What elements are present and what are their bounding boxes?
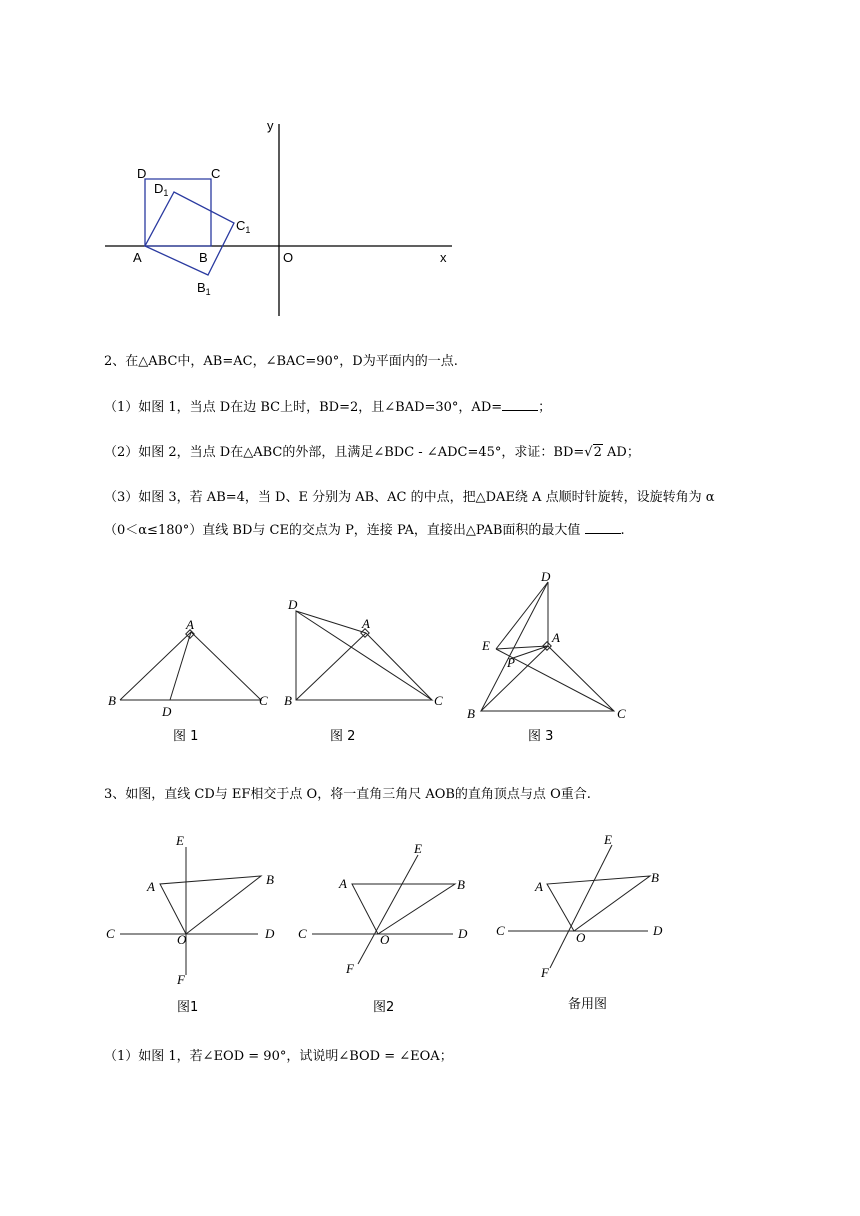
problem3-figures xyxy=(0,825,860,1025)
problem2-stem: 2、在△ABC中，AB=AC，∠BAC=90°，D为平面内的一点. xyxy=(104,354,458,369)
p3-fig3-caption: 备用图 xyxy=(568,997,608,1012)
p3f1-label-d: D xyxy=(265,926,275,941)
p3f3-label-a: A xyxy=(535,879,543,894)
fig3-label-p: P xyxy=(507,655,515,670)
p3f1-label-a: A xyxy=(147,879,155,894)
fig2-label-b: B xyxy=(284,693,292,708)
p3f3-label-f: F xyxy=(541,965,549,980)
p3f1-label-f: F xyxy=(177,972,185,987)
label-x: x xyxy=(440,250,447,265)
label-o: O xyxy=(283,250,294,265)
p3-fig3 xyxy=(508,845,650,968)
label-y: y xyxy=(267,118,274,133)
fig1-label-a: A xyxy=(186,617,194,632)
q3-text: （0＜α≤180°）直线 BD与 CE的交点为 P，连接 PA，直接出△PAB面积的最大值 xyxy=(104,523,581,538)
fig1-caption: 图 1 xyxy=(173,729,199,744)
sqrt-symbol: √2 xyxy=(584,445,602,460)
fig3-label-e: E xyxy=(482,638,490,653)
p3f2-label-c: C xyxy=(298,926,307,941)
p3f2-label-d: D xyxy=(458,926,468,941)
coordinate-figure xyxy=(0,0,860,330)
problem2-q1 xyxy=(104,398,551,417)
p3-fig1 xyxy=(120,847,261,975)
square-ab1c1d1 xyxy=(145,192,234,275)
q3-period: . xyxy=(620,523,625,538)
fig1-label-c: C xyxy=(259,693,268,708)
p3f3-label-o: O xyxy=(576,930,586,945)
q2-text: （2）如图 2，当点 D在△ABC的外部，且满足∠BDC - ∠ADC=45°，求证：BD= xyxy=(104,445,585,460)
q1-text: （1）如图 1，当点 D在边 BC上时，BD=2，且∠BAD=30°，AD= xyxy=(104,400,503,415)
p3f3-label-c: C xyxy=(496,923,505,938)
problem2-q2 xyxy=(104,444,640,462)
p3f3-label-e: E xyxy=(604,832,612,847)
fig2-label-a: A xyxy=(362,616,370,631)
p3-fig2-caption: 图2 xyxy=(373,1000,395,1015)
p3f2-label-o: O xyxy=(380,932,390,947)
answer-blank-1 xyxy=(502,398,538,411)
problem3-stem: 3、如图，直线 CD与 EF相交于点 O，将一直角三角尺 AOB的直角顶点与点 O重合. xyxy=(104,787,591,802)
p3f1-label-c: C xyxy=(106,926,115,941)
label-c1: $C_1$ xyxy=(236,218,251,235)
fig3-label-c: C xyxy=(617,706,626,721)
problem3-q1: （1）如图 1，若∠EOD = 90°，试说明∠BOD = ∠EOA； xyxy=(104,1049,453,1064)
p3f2-label-a: A xyxy=(339,876,347,891)
fig1 xyxy=(120,630,261,700)
p3f2-label-f: F xyxy=(346,961,354,976)
fig2-label-d: D xyxy=(288,597,298,612)
label-b1: $B_1$ xyxy=(197,280,211,297)
p3f2-label-e: E xyxy=(414,841,422,856)
problem2-q3-line1: （3）如图 3，若 AB=4，当 D、E 分别为 AB、AC 的中点，把△DAE绕 A 点顺时针旋转，设旋转角为 α xyxy=(104,490,715,505)
fig2-caption: 图 2 xyxy=(330,729,356,744)
problem2-figures xyxy=(0,560,860,760)
fig3-label-b: B xyxy=(467,706,475,721)
p3f1-label-o: O xyxy=(177,932,187,947)
label-c: C xyxy=(211,166,221,181)
problem2-q3-line2 xyxy=(104,521,625,540)
q1-tail: ； xyxy=(538,400,552,415)
label-d: D xyxy=(137,166,147,181)
fig1-label-d: D xyxy=(162,704,172,719)
fig3-caption: 图 3 xyxy=(528,729,554,744)
p3f3-label-d: D xyxy=(653,923,663,938)
fig3 xyxy=(481,582,614,711)
fig3-label-a: A xyxy=(552,630,560,645)
p3f1-label-e: E xyxy=(176,833,184,848)
q2-tail: AD； xyxy=(602,445,640,460)
fig2-label-c: C xyxy=(434,693,443,708)
label-a: A xyxy=(133,250,142,265)
p3f1-label-b: B xyxy=(266,872,274,887)
answer-blank-2 xyxy=(585,521,621,534)
p3-fig1-caption: 图1 xyxy=(177,1000,199,1015)
fig1-label-b: B xyxy=(108,693,116,708)
p3-fig2 xyxy=(312,855,455,964)
label-d1: $D_1$ xyxy=(154,181,169,198)
fig3-label-d: D xyxy=(541,569,551,584)
label-b: B xyxy=(199,250,208,265)
p3f2-label-b: B xyxy=(457,877,465,892)
p3f3-label-b: B xyxy=(651,870,659,885)
